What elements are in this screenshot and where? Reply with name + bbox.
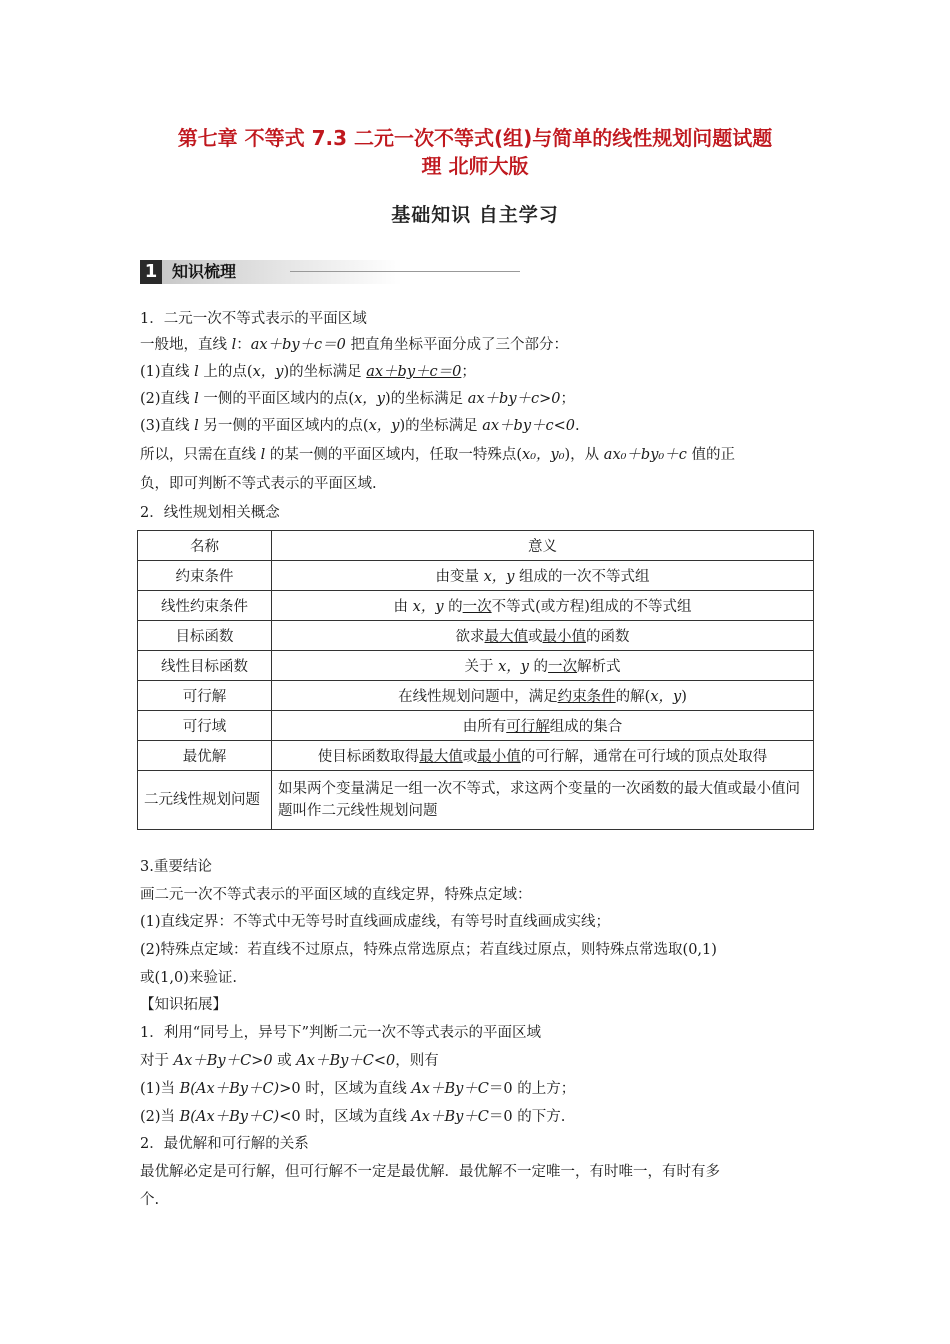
meaning-cell: 由所有可行解组成的集合 bbox=[272, 711, 814, 741]
term-cell: 最优解 bbox=[138, 741, 272, 771]
extension-1-item2: (2)当 B(Ax＋By＋C)<0 时，区域为直线 Ax＋By＋C＝0 的下方. bbox=[140, 1109, 566, 1125]
table-row bbox=[138, 621, 814, 651]
part3-line2: (1)直线定界：不等式中无等号时直线画成虚线，有等号时直线画成实线； bbox=[140, 914, 611, 930]
answer-blank: ax＋by＋c＝0 bbox=[366, 364, 462, 380]
meaning-cell: 如果两个变量满足一组一次不等式，求这两个变量的一次函数的最大值或最小值问题叫作二元线性规划问题 bbox=[272, 771, 814, 830]
table-row bbox=[138, 711, 814, 741]
table-row bbox=[138, 741, 814, 771]
extension-1-heading: 1．利用“同号上，异号下”判断二元一次不等式表示的平面区域 bbox=[140, 1025, 542, 1041]
section-header bbox=[140, 260, 520, 284]
part2-heading: 2．线性规划相关概念 bbox=[140, 505, 280, 521]
concepts-table bbox=[137, 530, 814, 830]
document-title-continued: 理 北师大版 bbox=[421, 154, 529, 178]
meaning-cell: 由变量 x，y 组成的一次不等式组 bbox=[272, 561, 814, 591]
term-cell: 可行域 bbox=[138, 711, 272, 741]
table-header-row bbox=[138, 531, 814, 561]
part3-line3: (2)特殊点定域：若直线不过原点，特殊点常选原点；若直线过原点，则特殊点常选取(0,1) bbox=[140, 942, 717, 958]
table-row bbox=[138, 651, 814, 681]
table-row bbox=[138, 681, 814, 711]
part1-item1: (1)直线 l 上的点(x，y)的坐标满足 ax＋by＋c＝0； bbox=[140, 364, 476, 380]
document-title: 第七章 不等式 7.3 二元一次不等式(组)与简单的线性规划问题试题 bbox=[177, 126, 773, 150]
part1-intro: 一般地，直线 l：ax＋by＋c＝0 把直角坐标平面分成了三个部分： bbox=[140, 337, 569, 353]
meaning-cell: 使目标函数取得最大值或最小值的可行解，通常在可行域的顶点处取得 bbox=[272, 741, 814, 771]
table-row bbox=[138, 771, 814, 830]
part1-so-continued: 负，即可判断不等式表示的平面区域. bbox=[140, 476, 377, 492]
term-cell: 线性目标函数 bbox=[138, 651, 272, 681]
section-label: 知识梳理 bbox=[172, 262, 237, 281]
term-cell: 线性约束条件 bbox=[138, 591, 272, 621]
extension-heading: 【知识拓展】 bbox=[140, 997, 227, 1013]
meaning-cell: 关于 x，y 的一次解析式 bbox=[272, 651, 814, 681]
table-row bbox=[138, 561, 814, 591]
meaning-cell: 欲求最大值或最小值的函数 bbox=[272, 621, 814, 651]
part1-so: 所以，只需在直线 l 的某一侧的平面区域内，任取一特殊点(x₀，y₀)，从 ax₀＋by₀＋c 值的正 bbox=[140, 447, 735, 463]
section-label-band bbox=[162, 260, 402, 284]
table-row bbox=[138, 591, 814, 621]
extension-2-heading: 2．最优解和可行解的关系 bbox=[140, 1136, 309, 1152]
extension-2-line2: 个. bbox=[140, 1192, 160, 1208]
section-divider-line bbox=[290, 271, 520, 272]
table-header-cell: 名称 bbox=[138, 531, 272, 561]
term-cell: 二元线性规划问题 bbox=[138, 771, 272, 830]
part3-line4: 或(1,0)来验证. bbox=[140, 970, 237, 986]
part1-item3: (3)直线 l 另一侧的平面区域内的点(x，y)的坐标满足 ax＋by＋c<0. bbox=[140, 418, 580, 434]
part3-line1: 画二元一次不等式表示的平面区域的直线定界，特殊点定域： bbox=[140, 887, 532, 903]
part1-item2: (2)直线 l 一侧的平面区域内的点(x，y)的坐标满足 ax＋by＋c>0； bbox=[140, 391, 576, 407]
term-cell: 可行解 bbox=[138, 681, 272, 711]
part3-heading: 3.重要结论 bbox=[140, 859, 212, 875]
extension-1-intro: 对于 Ax＋By＋C>0 或 Ax＋By＋C<0，则有 bbox=[140, 1053, 439, 1069]
meaning-cell: 由 x，y 的一次不等式(或方程)组成的不等式组 bbox=[272, 591, 814, 621]
section-number-badge: 1 bbox=[140, 260, 162, 284]
term-cell: 目标函数 bbox=[138, 621, 272, 651]
extension-1-item1: (1)当 B(Ax＋By＋C)>0 时，区域为直线 Ax＋By＋C＝0 的上方； bbox=[140, 1081, 576, 1097]
term-cell: 约束条件 bbox=[138, 561, 272, 591]
extension-2-line1: 最优解必定是可行解，但可行解不一定是最优解．最优解不一定唯一，有时唯一，有时有多 bbox=[140, 1164, 720, 1180]
meaning-cell: 在线性规划问题中，满足约束条件的解(x，y) bbox=[272, 681, 814, 711]
table-header-cell: 意义 bbox=[272, 531, 814, 561]
section-subtitle: 基础知识 自主学习 bbox=[391, 204, 559, 226]
part1-heading: 1．二元一次不等式表示的平面区域 bbox=[140, 311, 367, 327]
